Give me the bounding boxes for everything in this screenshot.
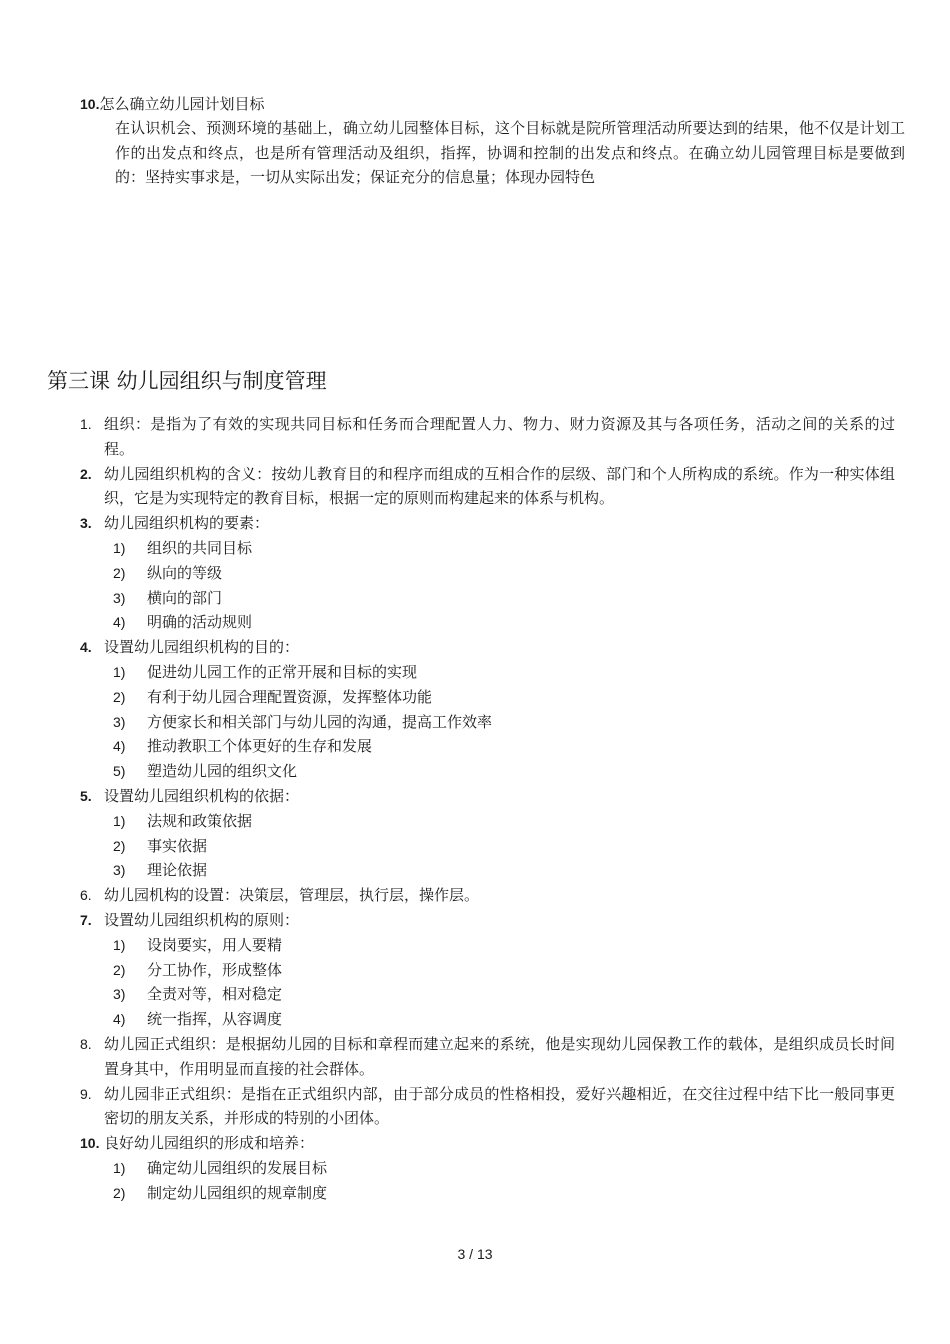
sub-list-item-text: 促进幼儿园工作的正常开展和目标的实现 — [147, 662, 418, 681]
sub-list-item-text: 推动教职工个体更好的生存和发展 — [147, 737, 373, 756]
page-number-footer: 3 / 13 — [457, 1246, 493, 1262]
list-item-text: 幼儿园非正式组织：是指在正式组织内部，由于部分成员的性格相投，爱好兴趣相近，在交往过程中结下比一般同事更密切的朋友关系，并形成的特别的小团体。 — [104, 1084, 895, 1128]
continued-question-10 — [80, 92, 910, 190]
list-item-number: 2. — [80, 465, 92, 482]
sub-list-item-number: 1) — [113, 539, 126, 556]
list-item — [80, 1131, 895, 1156]
list-item — [80, 412, 895, 462]
list-item-text: 幼儿园组织机构的要素： — [104, 514, 270, 533]
sub-list-item — [80, 834, 895, 859]
sub-list-item — [80, 809, 895, 834]
sub-list-item — [80, 536, 895, 561]
list-item-number: 4. — [80, 639, 92, 656]
list-item-number: 9. — [80, 1085, 92, 1102]
sub-list-item — [80, 710, 895, 735]
list-item-text: 设置幼儿园组织机构的原则： — [104, 910, 300, 929]
question-number: 10. — [80, 96, 100, 112]
list-item — [80, 1032, 895, 1082]
sub-list-item — [80, 734, 895, 759]
list-item-text: 设置幼儿园组织机构的依据： — [104, 786, 300, 805]
list-item — [80, 635, 895, 660]
sub-list-item-number: 1) — [113, 812, 126, 829]
sub-list-item — [80, 982, 895, 1007]
sub-list-item-number: 3) — [113, 986, 126, 1003]
list-item-number: 5. — [80, 787, 92, 804]
sub-list-item — [80, 933, 895, 958]
sub-list-item-text: 统一指挥，从容调度 — [147, 1010, 283, 1029]
list-item-text: 幼儿园机构的设置：决策层，管理层，执行层，操作层。 — [104, 886, 480, 905]
sub-list-item-number: 2) — [113, 837, 126, 854]
list-item — [80, 462, 895, 512]
sub-list-item-text: 制定幼儿园组织的规章制度 — [147, 1183, 328, 1202]
question-answer-paragraph: 在认识机会、预测环境的基础上，确立幼儿园整体目标，这个目标就是院所管理活动所要达到的结果，他不仅是计划工作的出发点和终点，也是所有管理活动及组织，指挥，协调和控制的出发点和终点。在确立幼儿园管理目标是要做到的：坚持实事求是，一切从实际出发；保证充分的信息量；体现办园特色 — [115, 119, 905, 186]
question-title: 怎么确立幼儿园计划目标 — [99, 95, 265, 113]
sub-list-item-text: 分工协作，形成整体 — [147, 960, 283, 979]
sub-list-item-text: 横向的部门 — [147, 588, 223, 607]
list-item-number: 10. — [80, 1135, 100, 1152]
sub-list-item-text: 纵向的等级 — [147, 563, 223, 582]
sub-list-item-number: 5) — [113, 763, 126, 780]
list-item-number: 6. — [80, 887, 92, 904]
sub-list-item — [80, 858, 895, 883]
list-item — [80, 784, 895, 809]
list-item-number: 7. — [80, 911, 92, 928]
sub-list-item-text: 有利于幼儿园合理配置资源，发挥整体功能 — [147, 687, 433, 706]
sub-list-item-number: 4) — [113, 1011, 126, 1028]
list-item-text: 幼儿园正式组织：是根据幼儿园的目标和章程而建立起来的系统，他是实现幼儿园保教工作的载体，是组织成员长时间置身其中，作用明显而直接的社会群体。 — [104, 1034, 895, 1078]
sub-list-item-text: 理论依据 — [147, 861, 208, 880]
sub-list-item — [80, 1181, 895, 1206]
sub-list-item-number: 1) — [113, 663, 126, 680]
sub-list-item — [80, 685, 895, 710]
sub-list-item — [80, 660, 895, 685]
sub-list-item — [80, 561, 895, 586]
sub-list-item — [80, 1007, 895, 1032]
sub-list-item-text: 组织的共同目标 — [147, 538, 253, 557]
list-item — [80, 908, 895, 933]
section-numbered-list — [80, 412, 895, 1206]
section-heading: 第三课 幼儿园组织与制度管理 — [47, 369, 327, 393]
list-item — [80, 511, 895, 536]
sub-list-item-text: 确定幼儿园组织的发展目标 — [147, 1158, 328, 1177]
sub-list-item-text: 法规和政策依据 — [147, 811, 253, 830]
list-item-text: 良好幼儿园组织的形成和培养： — [104, 1134, 315, 1153]
sub-list-item-number: 1) — [113, 936, 126, 953]
sub-list-item-number: 2) — [113, 564, 126, 581]
sub-list-item-number: 4) — [113, 614, 126, 631]
sub-list-item-number: 2) — [113, 1184, 126, 1201]
sub-list-item-text: 塑造幼儿园的组织文化 — [147, 762, 298, 781]
sub-list-item-number: 3) — [113, 862, 126, 879]
list-item-number: 8. — [80, 1035, 92, 1052]
sub-list-item — [80, 958, 895, 983]
sub-list-item-text: 明确的活动规则 — [147, 613, 253, 632]
sub-list-item — [80, 1156, 895, 1181]
sub-list-item — [80, 610, 895, 635]
question-title-row — [80, 92, 910, 116]
sub-list-item-number: 3) — [113, 589, 126, 606]
list-item-number: 1. — [80, 416, 92, 432]
sub-list-item-number: 1) — [113, 1159, 126, 1176]
sub-list-item — [80, 759, 895, 784]
sub-list-item-text: 事实依据 — [147, 836, 208, 855]
sub-list-item-text: 设岗要实，用人要精 — [147, 935, 283, 954]
sub-list-item-number: 2) — [113, 688, 126, 705]
list-item-text: 设置幼儿园组织机构的目的： — [104, 638, 300, 657]
sub-list-item — [80, 586, 895, 611]
list-item — [80, 1082, 895, 1132]
sub-list-item-number: 3) — [113, 713, 126, 730]
list-item-number: 3. — [80, 515, 92, 532]
sub-list-item-number: 2) — [113, 961, 126, 978]
sub-list-item-text: 方便家长和相关部门与幼儿园的沟通，提高工作效率 — [147, 712, 493, 731]
list-item-text: 幼儿园组织机构的含义：按幼儿教育目的和程序而组成的互相合作的层级、部门和个人所构成的系统。作为一种实体组织，它是为实现特定的教育目标，根据一定的原则而构建起来的体系与机构。 — [104, 464, 895, 508]
list-item-text: 组织：是指为了有效的实现共同目标和任务而合理配置人力、物力、财力资源及其与各项任务，活动之间的关系的过程。 — [104, 415, 895, 458]
list-item — [80, 883, 895, 908]
sub-list-item-text: 全责对等，相对稳定 — [147, 985, 283, 1004]
sub-list-item-number: 4) — [113, 738, 126, 755]
